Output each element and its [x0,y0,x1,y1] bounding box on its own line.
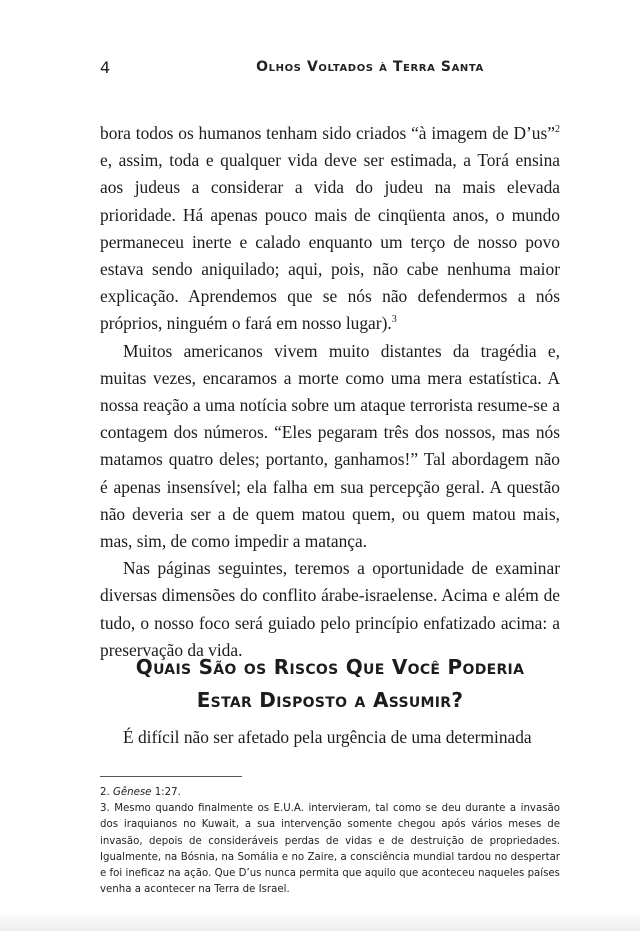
section-heading-line: Estar Disposto a Assumir? [196,688,464,712]
footnote-number: 3. [100,803,110,815]
paragraph-text: e, assim, toda e qualquer vida deve ser estimada, a Torá ensina aos judeus a considerar a vida do judeu na mais elevada prioridade. Há apenas pouco mais de cinqüenta anos, o mundo permaneceu inerte e calado enquanto um terço de nosso povo estava sendo aniquilado; aqui, pois, não cabe nenhuma maior explicação. Aprendemos que se nós não defendermos a nós próprios, ninguém o fará em nosso lugar). [100,150,560,334]
footnote-marker-2: 2 [555,124,560,136]
paragraph: Muitos americanos vivem muito distantes da tragédia e, muitas vezes, encaramos a morte como uma mera estatística. A nossa reação a uma notícia sobre um ataque terrorista resume-se a contagem dos números. “Eles pegaram três dos nossos, mas nós matamos quatro deles; portanto, ganhamos!” Tal abordagem não é apenas insensível; ela falha em sua percepção geral. A questão não deveria ser a de quem matou quem, ou quem matou mais, mas, sim, de como impedir a matança. [100,340,560,552]
paragraph-start: É difícil não ser afetado pela urgência de uma determinada [123,727,532,747]
footnote-number: 2. [100,787,110,798]
paragraph-text: bora todos os humanos tenham sido criados “à imagem de D’us” [100,123,555,143]
footnote-location: 1:27. [151,787,181,798]
paragraph-continued [100,120,560,338]
page-edge-shadow [0,911,640,931]
footnote-2 [100,785,560,801]
footnote-text: Mesmo quando finalmente os E.U.A. intervieram, tal como se deu durante a invasão dos iraquianos no Kuwait, a sua intervenção somente chegou após vários meses de invasão, depois de consideráveis perdas de vidas e de destruição de propriedades. Igualmente, na Bósnia, na Somália e no Zaire, a consciência mundial tardou no despertar e foi ineficaz na ação. Que D’us nunca permita que aquilo que aconteceu naqueles países venha a acontecer na Terra de Israel. [100,803,560,896]
section-heading [100,651,560,717]
footnote-divider [100,776,242,777]
section-heading-line: Quais São os Riscos Que Você Poderia [135,655,525,679]
page-header [100,58,560,80]
footnote-3 [100,801,560,898]
footnotes [100,785,560,898]
paragraph: Nas páginas seguintes, teremos a oportunidade de examinar diversas dimensões do conflito árabe-israelense. Acima e além de tudo, o nosso foco será guiado pelo princípio enfatizado acima: a preservação da vida. [100,558,560,660]
body-text [100,120,560,664]
running-title: Olhos Voltados à Terra Santa [256,59,484,75]
footnote-reference: Gênese [112,787,152,798]
page-number: 4 [100,58,111,77]
footnote-marker-3: 3 [391,314,397,326]
